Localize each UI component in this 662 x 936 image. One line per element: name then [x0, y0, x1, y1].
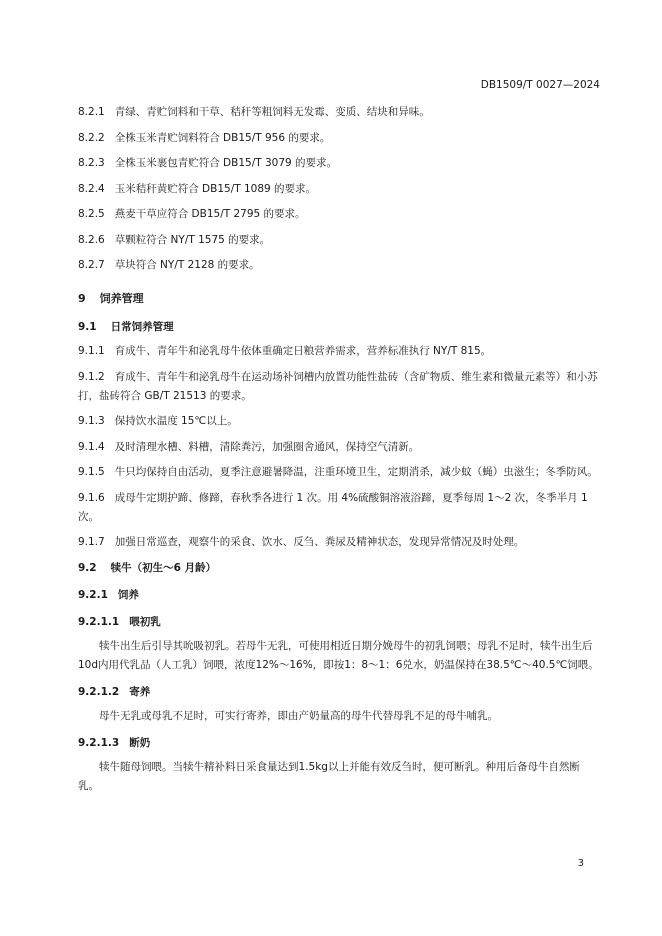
section-number: 9 [78, 292, 86, 305]
clause-text: 成母牛定期护蹄、修蹄，春秋季各进行 1 次。用 4%硫酸铜溶液浴蹄，夏季每周 1～2 次，冬季半月 1 次。 [78, 491, 588, 523]
clause-number: 9.1.6 [78, 491, 105, 504]
section-title: 寄养 [129, 686, 151, 698]
clause-number: 9.1.5 [78, 466, 105, 478]
section-number: 9.2 [78, 562, 97, 574]
section-number: 9.2.1 [78, 589, 108, 601]
section-number: 9.2.1.2 [78, 686, 120, 698]
document-code: DB1509/T 0027—2024 [480, 79, 600, 91]
section-heading-9-2-1-1 [78, 613, 600, 632]
clause-8-2-1 [78, 103, 600, 122]
section-heading-9-2-1-2 [78, 683, 600, 702]
clause-text: 全株玉米裹包青贮符合 DB15/T 3079 的要求。 [114, 157, 338, 169]
section-heading-9-2-1-3 [78, 734, 600, 753]
section-title: 日常饲养管理 [110, 321, 174, 333]
section-title: 饲养管理 [99, 292, 144, 305]
section-title: 犊牛（初生～6 月龄） [110, 562, 217, 574]
clause-8-2-7 [78, 256, 600, 275]
section-title: 断奶 [129, 737, 151, 749]
clause-9-1-4 [78, 438, 600, 457]
section-heading-9-2 [78, 559, 600, 578]
clause-number: 8.2.4 [78, 182, 105, 195]
clause-number: 9.1.3 [78, 415, 105, 427]
clause-text: 育成牛、青年牛和泌乳母牛在运动场补饲槽内放置功能性盐砖（含矿物质、维生素和微量元素等）和小苏打，盐砖符合 GB/T 21513 的要求。 [78, 370, 598, 402]
clause-text: 加强日常巡查，观察牛的采食、饮水、反刍、粪尿及精神状态，发现异常情况及时处理。 [114, 536, 525, 548]
clause-8-2-5 [78, 205, 600, 224]
clause-text: 青绿、青贮饲料和干草、秸秆等粗饲料无发霉、变质、结块和异味。 [114, 106, 430, 118]
page-number: 3 [577, 858, 584, 869]
section-heading-9 [78, 289, 600, 308]
paragraph-fostering: 母牛无乳或母乳不足时，可实行寄养，即由产奶量高的母牛代替母乳不足的母牛哺乳。 [99, 710, 498, 722]
clause-number: 9.1.2 [78, 370, 105, 383]
clause-text: 育成牛、青年牛和泌乳母牛依体重确定日粮营养需求，营养标准执行 NY/T 815。 [114, 345, 492, 357]
clause-text: 草颗粒符合 NY/T 1575 的要求。 [114, 233, 271, 246]
paragraph-colostrum: 犊牛出生后引导其吮吸初乳。若母牛无乳，可使用相近日期分娩母牛的初乳饲喂；母乳不足时，犊牛出生后10d内用代乳品（人工乳）饲喂，浓度12%～16%，即按1：8～1：6兑水，奶温保持在38.5℃～40.5℃饲喂。 [78, 640, 599, 671]
clause-number: 8.2.3 [78, 157, 105, 169]
document-body [78, 103, 600, 802]
clause-number: 8.2.6 [78, 233, 105, 246]
paragraph-weaning: 犊牛随母饲喂。当犊牛精补料日采食量达到1.5kg以上并能有效反刍时，便可断乳。种用后备母牛自然断乳。 [78, 761, 580, 792]
clause-8-2-4 [78, 180, 600, 199]
clause-text: 全株玉米青贮饲料符合 DB15/T 956 的要求。 [114, 131, 331, 144]
section-number: 9.1 [78, 321, 97, 333]
clause-number: 9.1.4 [78, 440, 105, 453]
clause-number: 9.1.7 [78, 536, 105, 548]
clause-text: 保持饮水温度 15℃以上。 [114, 415, 238, 427]
clause-9-1-5 [78, 463, 600, 482]
clause-9-1-1 [78, 342, 600, 361]
clause-text: 玉米秸秆黄贮符合 DB15/T 1089 的要求。 [114, 182, 317, 195]
section-title: 饲养 [117, 589, 139, 601]
clause-9-1-2 [78, 368, 600, 406]
clause-number: 8.2.7 [78, 259, 105, 271]
clause-9-1-6 [78, 489, 600, 527]
section-heading-9-2-1 [78, 586, 600, 605]
clause-8-2-3 [78, 154, 600, 173]
clause-9-1-3 [78, 412, 600, 431]
clause-text: 燕麦干草应符合 DB15/T 2795 的要求。 [114, 208, 306, 220]
clause-9-1-7 [78, 533, 600, 552]
clause-8-2-2 [78, 129, 600, 148]
section-heading-9-1 [78, 318, 600, 337]
clause-8-2-6 [78, 231, 600, 250]
clause-text: 牛只均保持自由活动，夏季注意避暑降温，注重环境卫生，定期消杀，减少蚊（蝇）虫滋生；冬季防风。 [114, 466, 598, 478]
clause-text: 草块符合 NY/T 2128 的要求。 [114, 259, 260, 271]
clause-number: 8.2.1 [78, 106, 105, 118]
clause-number: 8.2.5 [78, 208, 105, 220]
clause-text: 及时清理水槽、料槽，清除粪污，加强圈舍通风，保持空气清新。 [114, 440, 420, 453]
clause-number: 8.2.2 [78, 131, 105, 144]
section-number: 9.2.1.1 [78, 616, 120, 628]
section-title: 喂初乳 [129, 616, 161, 628]
section-number: 9.2.1.3 [78, 737, 120, 749]
clause-number: 9.1.1 [78, 345, 105, 357]
